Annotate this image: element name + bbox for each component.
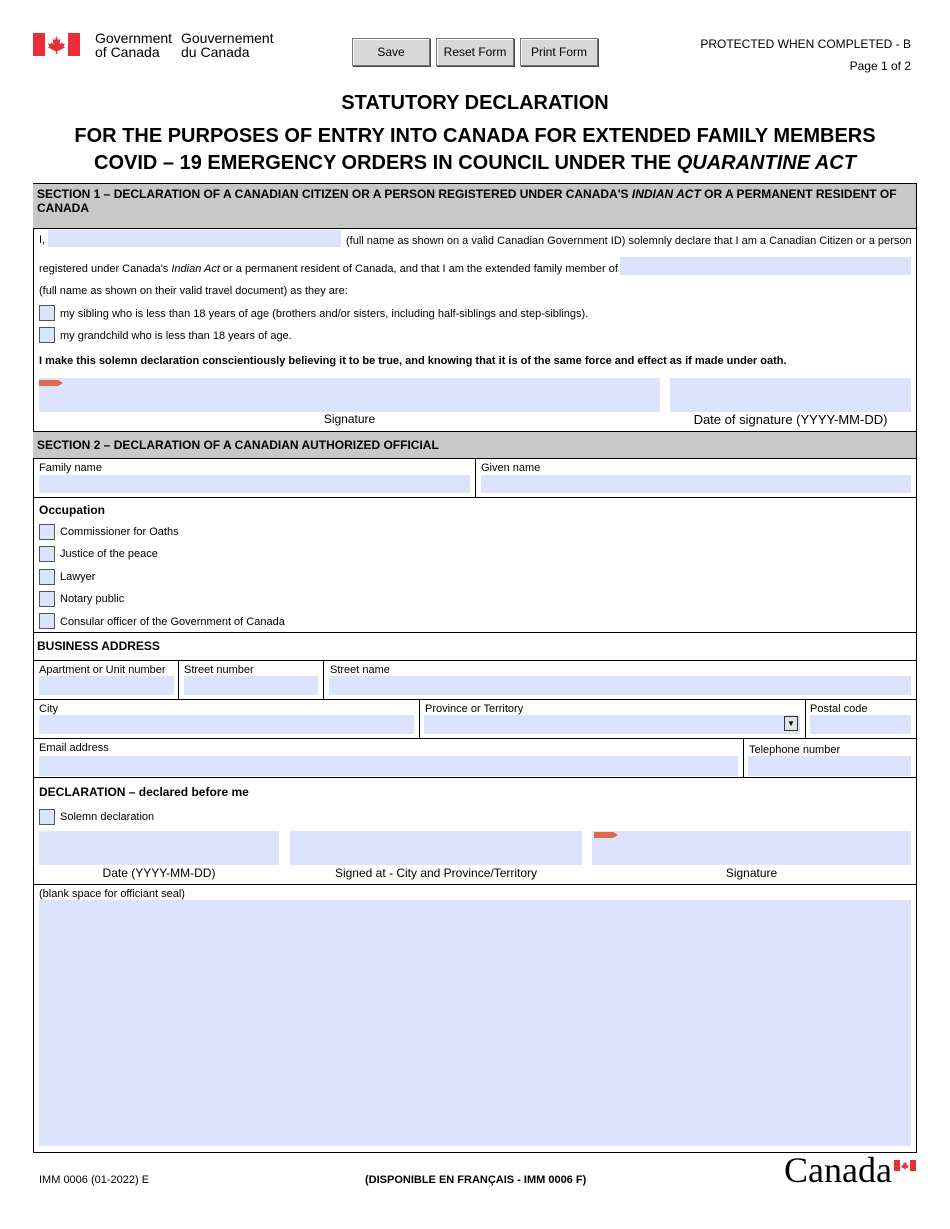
email-label: Email address <box>39 742 109 754</box>
officiant-seal-area[interactable] <box>39 900 911 1146</box>
given-name-input[interactable] <box>481 475 911 493</box>
form-number: IMM 0006 (01-2022) E <box>39 1174 150 1186</box>
sibling-checkbox[interactable] <box>39 305 55 321</box>
occupation-lawyer-checkbox[interactable] <box>39 569 55 585</box>
occupation-label: Lawyer <box>60 571 96 583</box>
declaration-date-input[interactable] <box>39 831 279 865</box>
divider <box>475 458 476 498</box>
divider <box>178 660 179 700</box>
telephone-label: Telephone number <box>749 744 841 756</box>
province-label: Province or Territory <box>425 703 524 715</box>
business-address-heading: BUSINESS ADDRESS <box>37 639 160 653</box>
gov-fr-line2: du Canada <box>181 44 250 60</box>
divider <box>33 884 917 885</box>
street-number-input[interactable] <box>184 676 318 695</box>
section2-header: SECTION 2 – DECLARATION OF A CANADIAN AUTHORIZED OFFICIAL <box>33 432 916 458</box>
declaration-text-3: (full name as shown on their valid travel document) as they are: <box>39 285 348 297</box>
family-member-name-input[interactable] <box>620 257 911 275</box>
street-name-input[interactable] <box>329 676 911 695</box>
telephone-input[interactable] <box>748 756 911 776</box>
canada-wordmark: Canada <box>784 1150 892 1190</box>
subtitle-act: QUARANTINE ACT <box>676 152 856 174</box>
street-name-label: Street name <box>330 664 390 676</box>
text2b: Indian Act <box>171 263 220 275</box>
declaration-heading: DECLARATION – declared before me <box>39 785 249 799</box>
occupation-justice-checkbox[interactable] <box>39 546 55 562</box>
occupation-heading: Occupation <box>39 503 106 517</box>
declarant-i-label: I, <box>39 234 46 246</box>
grandchild-label: my grandchild who is less than 18 years of age. <box>60 330 292 342</box>
grandchild-checkbox[interactable] <box>39 327 55 343</box>
signature-flag-icon <box>594 832 618 838</box>
section1-head-act: INDIAN ACT <box>631 187 701 201</box>
section1-head-text: SECTION 1 – DECLARATION OF A CANADIAN CITIZEN OR A PERSON REGISTERED UNDER CANADA'S <box>37 187 632 201</box>
save-button[interactable]: Save <box>352 38 430 66</box>
gov-fr-line1: Gouvernement <box>181 30 274 46</box>
occupation-label: Notary public <box>60 593 125 605</box>
section1-signature-caption: Signature <box>323 412 376 426</box>
divider <box>33 632 917 633</box>
canada-flag-icon <box>33 33 80 56</box>
city-input[interactable] <box>39 715 414 734</box>
occupation-label: Commissioner for Oaths <box>60 526 179 538</box>
divider <box>323 660 324 700</box>
form-subtitle-1: FOR THE PURPOSES OF ENTRY INTO CANADA FOR EXTENDED FAMILY MEMBERS <box>74 125 876 147</box>
text2c: or a permanent resident of Canada, and that I am the extended family member of <box>219 263 618 275</box>
section1-header <box>33 184 916 228</box>
signed-at-caption: Signed at - City and Province/Territory <box>334 866 538 880</box>
section2-signature-caption: Signature <box>725 866 778 880</box>
occupation-label: Consular officer of the Government of Canada <box>60 616 285 628</box>
divider <box>33 777 917 778</box>
solemn-declaration-checkbox[interactable] <box>39 809 55 825</box>
occupation-label: Justice of the peace <box>60 548 158 560</box>
divider <box>805 699 806 739</box>
occupation-consular-checkbox[interactable] <box>39 613 55 629</box>
signature-flag-icon <box>39 380 63 386</box>
declarant-full-name-input[interactable] <box>48 230 341 247</box>
section1-date-input[interactable] <box>670 378 911 412</box>
section1-date-caption: Date of signature (YYYY-MM-DD) <box>693 412 888 427</box>
solemn-declaration-label: Solemn declaration <box>60 811 155 823</box>
subtitle-text: COVID – 19 EMERGENCY ORDERS IN COUNCIL UNDER THE <box>94 152 677 174</box>
signed-at-input[interactable] <box>290 831 582 865</box>
gov-en-line2: of Canada <box>95 44 160 60</box>
divider <box>33 660 917 661</box>
protected-label: PROTECTED WHEN COMPLETED - B <box>700 37 911 51</box>
divider <box>33 738 917 739</box>
gov-en-line1: Government <box>95 30 173 46</box>
province-select[interactable] <box>424 715 800 734</box>
form-title: STATUTORY DECLARATION <box>341 92 609 114</box>
section1-head-text2: OR A PERMANENT RESIDENT OF CANADA <box>37 187 897 215</box>
apt-input[interactable] <box>39 676 174 695</box>
page-indicator: Page 1 of 2 <box>849 59 911 73</box>
french-availability: (DISPONIBLE EN FRANÇAIS - IMM 0006 F) <box>365 1174 587 1186</box>
postal-code-input[interactable] <box>810 715 911 734</box>
date-caption: Date (YYYY-MM-DD) <box>102 866 216 880</box>
form-subtitle-2 <box>0 152 950 175</box>
declaration-text-2 <box>39 263 618 275</box>
family-name-input[interactable] <box>39 475 470 493</box>
declaration-text-1: (full name as shown on a valid Canadian Government ID) solemnly declare that I am a Canadian Citizen or a person <box>346 235 912 247</box>
solemn-statement: I make this solemn declaration conscientiously believing it to be true, and knowing that it is of the same force and effect as if made under oath. <box>39 355 787 367</box>
occupation-commissioner-checkbox[interactable] <box>39 524 55 540</box>
street-number-label: Street number <box>184 664 254 676</box>
sibling-label: my sibling who is less than 18 years of age (brothers and/or sisters, including half-siblings and step-siblings). <box>60 308 589 320</box>
occupation-notary-checkbox[interactable] <box>39 591 55 607</box>
print-form-button[interactable]: Print Form <box>520 38 598 66</box>
email-input[interactable] <box>39 756 738 776</box>
text2a: registered under Canada's <box>39 263 172 275</box>
seal-label: (blank space for officiant seal) <box>39 888 185 900</box>
city-label: City <box>39 703 58 715</box>
postal-code-label: Postal code <box>810 703 868 715</box>
wordmark-flag-icon <box>894 1160 916 1171</box>
divider <box>419 699 420 739</box>
family-name-label: Family name <box>39 462 102 474</box>
divider <box>33 699 917 700</box>
divider <box>33 497 917 498</box>
section2-signature-field[interactable] <box>592 831 911 865</box>
apt-label: Apartment or Unit number <box>39 664 166 676</box>
given-name-label: Given name <box>481 462 541 474</box>
section1-signature-field[interactable] <box>39 378 660 412</box>
reset-form-button[interactable]: Reset Form <box>436 38 514 66</box>
dropdown-arrow-icon[interactable]: ▼ <box>784 716 798 731</box>
divider <box>743 738 744 778</box>
divider <box>33 228 917 229</box>
